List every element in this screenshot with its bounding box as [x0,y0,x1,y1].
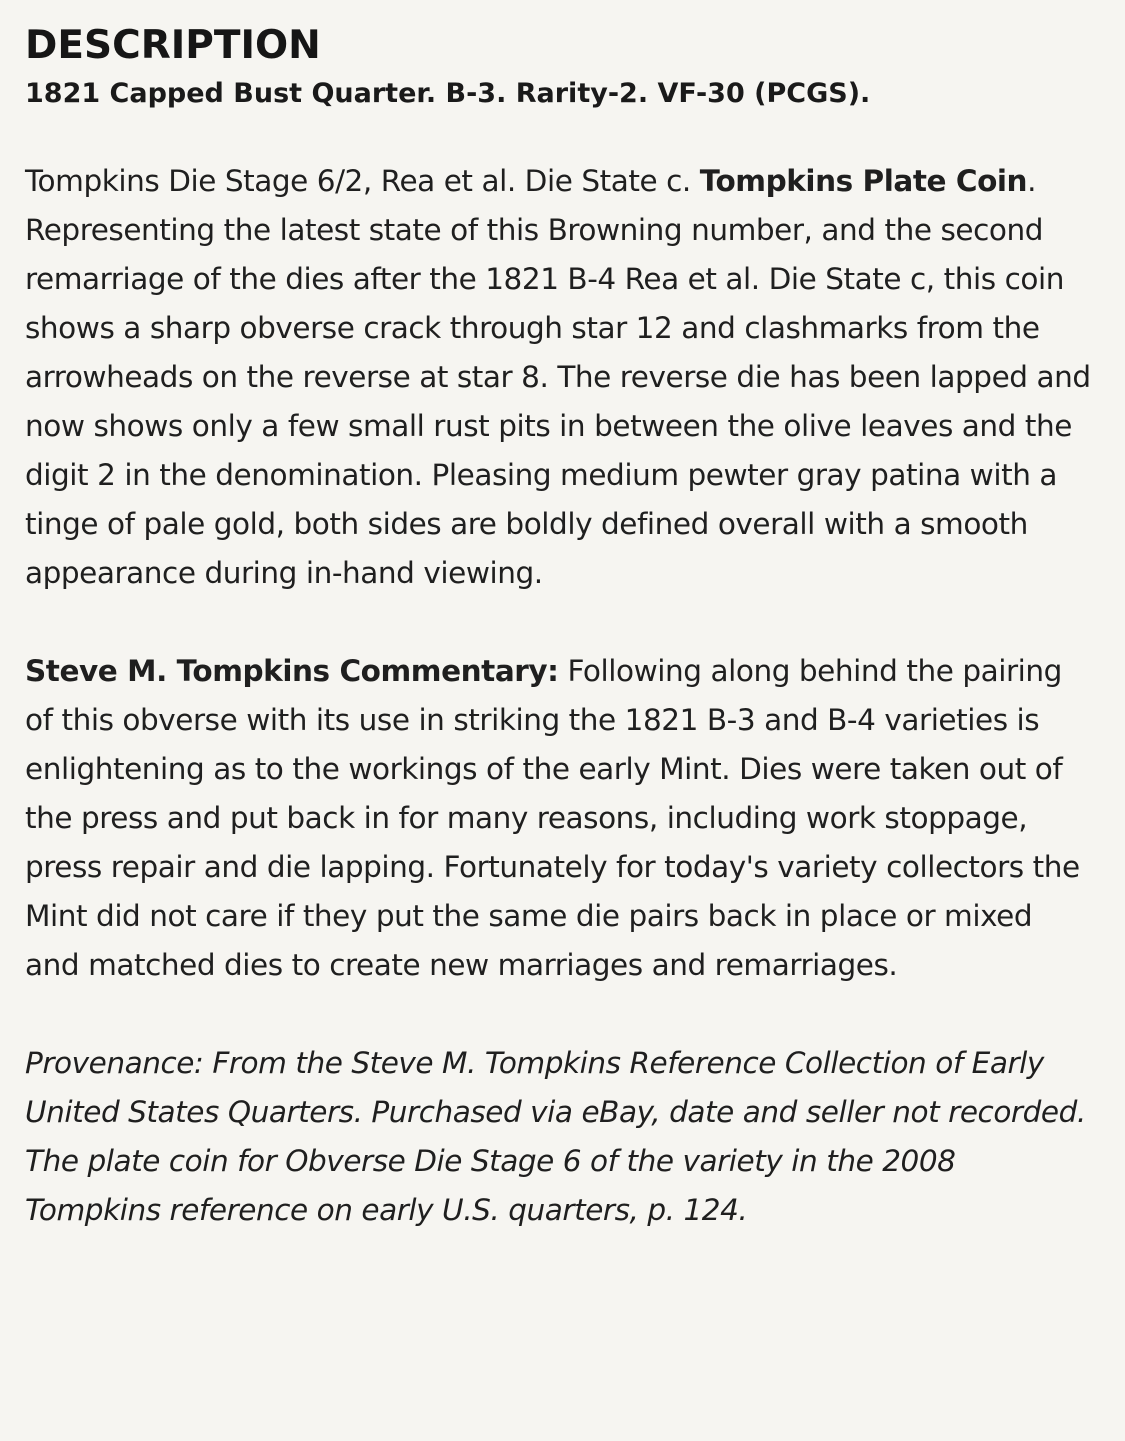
description-paragraph [25,157,1095,598]
provenance-paragraph: Provenance: From the Steve M. Tompkins Reference Collection of Early United States Quarters. Purchased via eBay, date and seller not recorded. The plate coin for Obverse Die Stage 6 of the variety in the 2008 Tompkins reference on early U.S. quarters, p. 124. [25,1046,1086,1227]
description-body: . Representing the latest state of this Browning number, and the second remarriage of the dies after the 1821 B-4 Rea et al. Die State c, this coin shows a sharp obverse crack through star 12 and clashmarks from the arrowheads on the reverse at star 8. The reverse die has been lapped and now shows only a few small rust pits in between the olive leaves and the digit 2 in the denomination. Pleasing medium pewter gray patina with a tinge of pale gold, both sides are boldly defined overall with a smooth appearance during in-hand viewing. [25,164,1091,590]
plate-coin-label: Tompkins Plate Coin [699,164,1028,198]
section-heading: DESCRIPTION [25,23,321,68]
commentary-body: Following along behind the pairing of this obverse with its use in striking the 1821 B-3 and B-4 varieties is enlightening as to the workings of the early Mint. Dies were taken out of the press and put back in for many reasons, including work stoppage, press repair and die lapping. Fortunately for today's variety collectors the Mint did not care if they put the same die pairs back in place or mixed and matched dies to create new marriages and remarriages. [25,654,1080,982]
commentary-label: Steve M. Tompkins Commentary: [25,654,559,688]
lot-title: 1821 Capped Bust Quarter. B-3. Rarity-2. VF-30 (PCGS). [25,78,871,109]
die-stage-text: Tompkins Die Stage 6/2, Rea et al. Die State c. [25,164,700,198]
commentary-paragraph [25,647,1095,990]
